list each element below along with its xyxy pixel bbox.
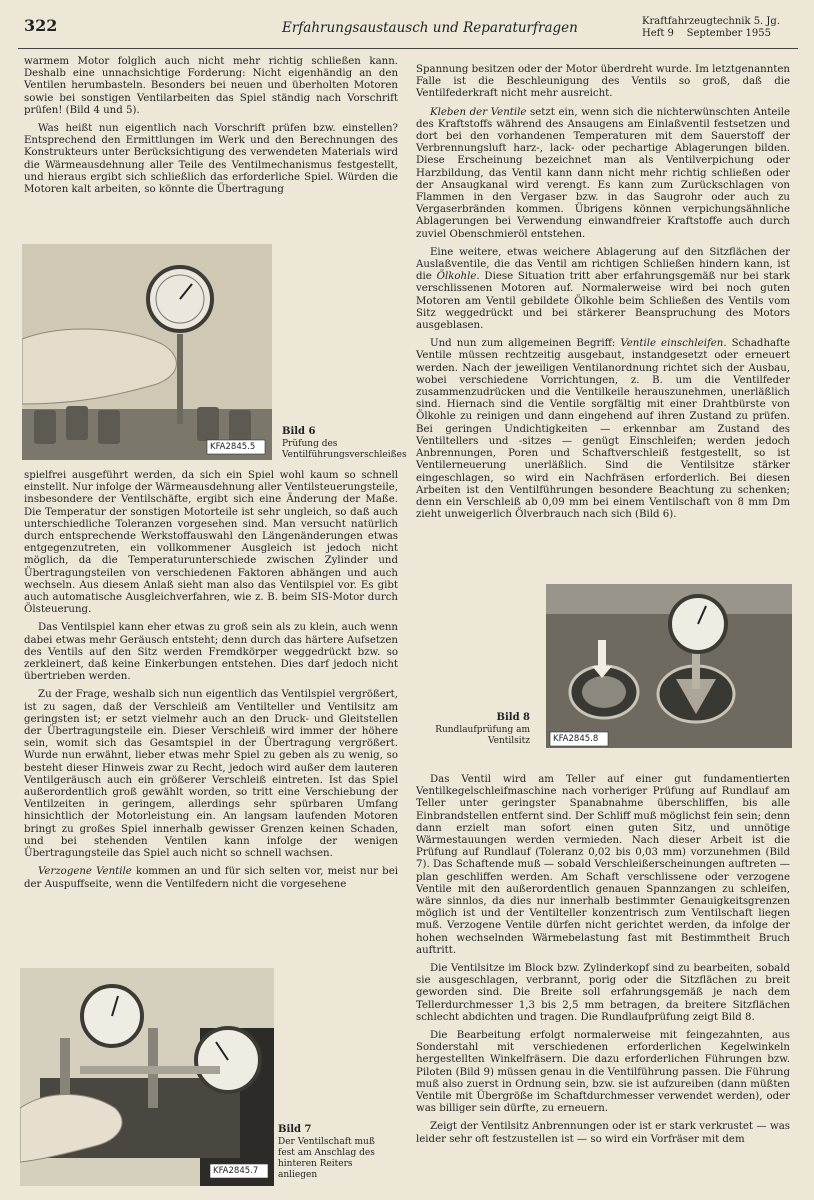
figure-8-caption	[420, 712, 530, 747]
paragraph-einschleifen: Und nun zum allgemeinen Begriff: Ventile einschleifen. Schadhafte Ventile müssen rechtzeitig ausgebaut, instandgesetzt oder erneuert werden. Nach der jeweiligen Ventilanordnung richtet sich der Ausbau, wobei verschiedene Vorrichtungen, z. B. um die Ventilfeder zusammenzudrücken und die Ventilkeile herauszunehmen, unerläßlich sind. Hiernach sind die Ventile sorgfältig mit einer Drahtbürste von Ölkohle zu reinigen und dann eingehend auf ihren Zustand zu prüfen. Bei geringen Undichtigkeiten — erkennbar am Zustand des Ventiltellers und -sitzes — genügt Einschleifen; werden jedoch Anbrennungen, Poren und Schaftverschleiß festgestellt, so ist Ventilerneuerung unerläßlich. Sind die Ventilsitze stärker eingeschlagen, so wird ein Nachfräsen erforderlich. Bei diesen Arbeiten ist den Ventilführungen besondere Beachtung zu schenken; denn ein Verschleiß ab 0,09 mm bei einem Ventilschaft von 8 mm Dm zieht unweigerlich Ölverbrauch nach sich (Bild 6).	[416, 338, 790, 521]
valve-seat-runout-illustration	[546, 584, 792, 748]
figure-8-photo	[546, 584, 792, 748]
paragraph-kleben: Kleben der Ventile setzt ein, wenn sich die nichterwünschten Anteile des Kraftstoffs während des Ansaugens am Einlaßventil festsetzen und dort bei den vorhandenen Temperaturen mit dem Sauerstoff der Verbrennungsluft harz-, lack- oder pechartige Ablagerungen bilden. Diese Erscheinung bezeichnet man als Ventilverpichung oder Harzbildung, das Ventil kann dann nicht mehr richtig schließen oder der Ansaugkanal wird verengt. Es kann zum Zurückschlagen von Flammen in den Vergaser bzw. in das Saugrohr oder auch zu Vergaserbränden kommen. Übrigens können verpichungsähnliche Ablagerungen bei Verwendung einwandfreier Kraftstoffe auch durch zuviel Obenschmieröl entstehen.	[416, 106, 790, 240]
running-title: Erfahrungsaustausch und Reparaturfragen	[282, 20, 578, 36]
left-column-mid	[24, 470, 398, 897]
paragraph: Zeigt der Ventilsitz Anbrennungen oder ist er stark verkrustet — was leider sehr oft festzustellen ist — so wird ein Vorfräser mit dem	[416, 1121, 790, 1145]
paragraph-oelkohle: Eine weitere, etwas weichere Ablagerung auf den Sitzflächen der Auslaßventile, die das Ventil am richtigen Schließen hindern kann, ist die Ölkohle. Diese Situation tritt aber erfahrungsgemäß nur bei stark verschlissenen Motoren auf. Normalerweise wird bei noch guten Motoren am Ventil gebildete Ölkohle beim Schließen des Ventils vom Sitz weggedrückt und bei stärkerer Beanspruchung des Motors ausgeblasen.	[416, 246, 790, 332]
term-verzogene: Verzogene Ventile	[38, 866, 132, 878]
journal-line-1: Kraftfahrzeugtechnik 5. Jg.	[642, 16, 781, 27]
left-column-top	[24, 56, 398, 202]
figure-6-label: Bild 6	[282, 426, 316, 437]
page-header	[18, 14, 798, 49]
journal-info	[642, 16, 792, 40]
figure-6-stamp: KFA2845.5	[210, 442, 256, 452]
figure-7-label: Bild 7	[278, 1124, 312, 1135]
dial-gauge-on-guides-illustration	[22, 244, 272, 460]
figure-7-photo	[20, 968, 274, 1186]
term-oelkohle: Ölkohle	[436, 271, 477, 283]
figure-8-caption-text: Rundlaufprüfung am Ventilsitz	[435, 725, 530, 746]
figure-7-caption	[278, 1124, 388, 1181]
figure-6-caption	[282, 426, 407, 461]
journal-line-2: Heft 9 September 1955	[642, 28, 771, 39]
paragraph-verzogene: Verzogene Ventile kommen an und für sich selten vor, meist nur bei der Auspuffseite, wenn die Ventilfedern nicht die vorgesehene	[24, 866, 398, 890]
paragraph: Das Ventilspiel kann eher etwas zu groß sein als zu klein, auch wenn dabei etwas mehr Geräusch entsteht; denn durch das härtere Aufsetzen des Ventils auf den Sitz werden Fremdkörper weggedrückt bzw. so zerkleinert, daß keine Einkerbungen entstehen. Dies darf jedoch nicht übertrieben werden.	[24, 622, 398, 683]
figure-6-caption-text: Prüfung des Ventilführungsverschleißes	[282, 439, 407, 460]
paragraph: Spannung besitzen oder der Motor überdreht wurde. Im letztgenannten Falle ist die Beschleunigung des Ventils so groß, daß die Ventilfederkraft nicht mehr ausreicht.	[416, 64, 790, 100]
paragraph: Die Ventilsitze im Block bzw. Zylinderkopf sind zu bearbeiten, sobald sie ausgeschlagen, verbrannt, porig oder die Sitzflächen zu breit geworden sind. Die Breite soll erfahrungsgemäß je nach dem Tellerdurchmesser 1,3 bis 2,5 mm betragen, da breitere Sitzflächen schlecht abdichten und tragen. Die Rundlaufprüfung zeigt Bild 8.	[416, 963, 790, 1023]
page-number: 322	[24, 16, 58, 35]
term-kleben: Kleben der Ventile	[430, 106, 527, 118]
figure-8-stamp: KFA2845.8	[553, 734, 599, 744]
paragraph: Was heißt nun eigentlich nach Vorschrift prüfen bzw. einstellen? Entsprechend den Ermittlungen im Werk und den Berechnungen des Konstrukteurs unter Berücksichtigung des verwendeten Materials wird die Wärmeausdehnung aller Teile des Ventilmechanismus festgestellt, und hieraus ergibt sich schließlich das erforderliche Spiel. Würden die Motoren kalt arbeiten, so könnte die Übertragung	[24, 123, 398, 196]
paragraph: Das Ventil wird am Teller auf einer gut fundamentierten Ventilkegelschleifmaschine nach vorheriger Prüfung auf Rundlauf am Teller unter geringster Spanabnahme überschliffen, bis alle Einbrandstellen entfernt sind. Der Schliff muß möglichst fein sein; denn dann erzielt man sofort einen guten Sitz, und unnötige Wärmestauungen werden vermieden. Nach dieser Arbeit ist die Prüfung auf Rundlauf (Toleranz 0,02 bis 0,03 mm) vorzunehmen (Bild 7). Das Schaftende muß — sobald Verschleißerscheinungen auftreten — plan geschliffen werden. Am Schaft verschlissene oder verzogene Ventile mit den außerordentlich genauen Spannzangen zu schleifen, wäre sinnlos, da dies nur innerhalb bestimmter Genauigkeitsgrenzen möglich ist und der Ventilteller konzentrisch zum Ventilschaft liegen muß. Verzogene Ventile dürfen nicht gerichtet werden, da infolge der hohen wechselnden Wärmebelastung fast mit Bestimmtheit Bruch auftritt.	[416, 774, 790, 956]
right-column-bottom	[416, 774, 790, 1152]
term-einschleifen: Ventile einschleifen	[620, 338, 724, 350]
figure-7-caption-text: Der Ventilschaft muß fest am Anschlag des hinteren Reiters anliegen	[278, 1137, 375, 1180]
paragraph: Die Bearbeitung erfolgt normalerweise mit feingezahnten, aus Sonderstahl mit verschiedenen erforderlichen Kegelwinkeln hergestellten Winkelfräsern. Die dazu erforderlichen Führungen bzw. Piloten (Bild 9) müssen genau in die Ventilführung passen. Die Führung muß also zuerst in Ordnung sein, bzw. sie ist aufzureiben (dann müßten Ventile mit Übergröße im Schaftdurchmesser verwendet werden), oder was billiger sein dürfte, zu erneuern.	[416, 1030, 790, 1115]
figure-8-label: Bild 8	[496, 712, 530, 723]
figure-7-stamp: KFA2845.7	[213, 1166, 259, 1176]
paragraph: spielfrei ausgeführt werden, da sich ein Spiel wohl kaum so schnell einstellt. Nur infolge der Wärmeausdehnung aller Ventilsteuerungsteile, insbesondere der Ventilschäfte, ergibt sich eine Änderung der Maße. Die Temperatur der sonstigen Motorteile ist sehr ungleich, so daß auch unterschiedliche Toleranzen vorgesehen sind. Man versucht natürlich durch entsprechende Werkstoffauswahl den Längenänderungen etwas entgegenzutreten, ein vollkommener Ausgleich ist jedoch nicht möglich, da die Temperaturunterschiede zwischen Zylinder und Übertragungsteilen von verschiedenen Faktoren abhängen und auch wechseln. Aus diesem Anlaß sieht man also das Ventilspiel vor. Es gibt auch automatische Ausgleichverfahren, wie z. B. beim SIS-Motor durch Ölsteuerung.	[24, 470, 398, 616]
measuring-device-illustration	[20, 968, 274, 1186]
paragraph: Zu der Frage, weshalb sich nun eigentlich das Ventilspiel vergrößert, ist zu sagen, daß der Verschleiß am Ventilteller und Ventilsitz am geringsten ist; er setzt vielmehr auch an den Druck- und Gleitstellen der Übertragungsteile ein. Dieser Verschleiß wird immer der höhere sein, womit sich das Gesamtspiel in der Übertragung vergrößert. Wurde nun erwähnt, lieber etwas mehr Spiel zu geben als zu wenig, so besteht dieser Hinweis zwar zu Recht, jedoch wird außer dem lauteren Ventilgeräusch auch ein größerer Verschleiß eintreten. Ist das Spiel außerordentlich groß gewählt worden, so tritt eine Verschiebung der Ventilzeiten in geringem, allerdings sehr spürbaren Umfang hinsichtlich der Motorleistung ein. An langsam laufenden Motoren bringt zu großes Spiel innerhalb gewisser Grenzen keinen Schaden, und bei stehenden Ventilen kann infolge der wenigen Übertragungsteile das Spiel auch nicht so schnell wachsen.	[24, 689, 398, 860]
figure-6-photo	[22, 244, 272, 460]
right-column-top	[416, 64, 790, 527]
paragraph: warmem Motor folglich auch nicht mehr richtig schließen kann. Deshalb eine unnachsichtige Forderung: Nicht eigenhändig an den Ventilen herumbasteln. Besonders bei neuen und überholten Motoren sowie bei sonstigen Ventilarbeiten das Spiel ständig nach Vorschrift prüfen! (Bild 4 und 5).	[24, 56, 398, 116]
